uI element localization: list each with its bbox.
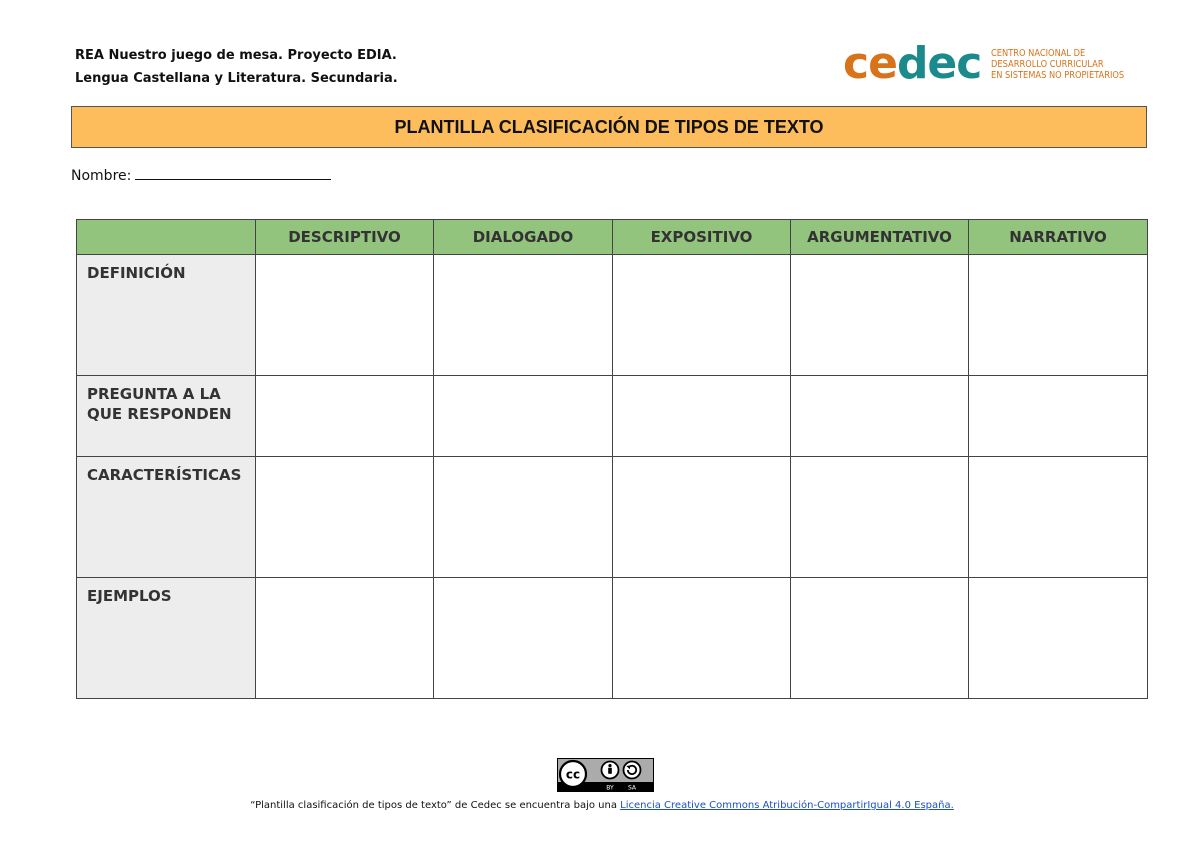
svg-text:cc: cc [565, 767, 581, 782]
row-label-definicion: DEFINICIÓN [77, 255, 256, 376]
table-cell[interactable] [613, 255, 791, 376]
table-cell[interactable] [434, 255, 613, 376]
column-header-narrativo: NARRATIVO [969, 220, 1148, 255]
table-cell[interactable] [969, 376, 1148, 457]
table-row [77, 376, 1148, 457]
logo-word-part2: dec [896, 38, 982, 89]
nombre-field [71, 165, 331, 184]
row-label-ejemplos: EJEMPLOS [77, 578, 256, 699]
table-cell[interactable] [256, 376, 434, 457]
table-cell[interactable] [613, 457, 791, 578]
table-header-row [77, 220, 1148, 255]
table-cell[interactable] [791, 578, 969, 699]
table-cell[interactable] [434, 457, 613, 578]
table-cell[interactable] [969, 255, 1148, 376]
column-header-argumentativo: ARGUMENTATIVO [791, 220, 969, 255]
nombre-label: Nombre: [71, 168, 132, 184]
table-cell[interactable] [613, 578, 791, 699]
table-cell[interactable] [791, 376, 969, 457]
table-row [77, 457, 1148, 578]
svg-text:SA: SA [627, 784, 637, 792]
table-cell[interactable] [791, 457, 969, 578]
table-row [77, 255, 1148, 376]
table-cell[interactable] [791, 255, 969, 376]
table-row [77, 578, 1148, 699]
share-alike-icon [624, 762, 641, 779]
license-link[interactable]: Licencia Creative Commons Atribución-CompartirIgual 4.0 España. [620, 800, 954, 811]
table-cell[interactable] [969, 578, 1148, 699]
logo-wordmark [843, 38, 982, 89]
row-label-caracteristicas: CARACTERÍSTICAS [77, 457, 256, 578]
page-title: PLANTILLA CLASIFICACIÓN DE TIPOS DE TEXTO [71, 106, 1147, 148]
table-cell[interactable] [256, 578, 434, 699]
header-project-line: REA Nuestro juego de mesa. Proyecto EDIA. [75, 48, 397, 63]
license-footer [0, 800, 1204, 811]
logo-subtitle [991, 48, 1136, 81]
column-header-dialogado: DIALOGADO [434, 220, 613, 255]
table-cell[interactable] [434, 578, 613, 699]
nombre-blank-line[interactable] [135, 165, 331, 180]
row-label-pregunta: PREGUNTA A LA QUE RESPONDEN [77, 376, 256, 457]
table-cell[interactable] [256, 457, 434, 578]
table-cell[interactable] [969, 457, 1148, 578]
svg-text:BY: BY [606, 784, 614, 792]
header-subject-line: Lengua Castellana y Literatura. Secundaria. [75, 71, 398, 86]
cedec-logo [843, 40, 1136, 88]
table-cell[interactable] [256, 255, 434, 376]
logo-subtitle-line1: CENTRO NACIONAL DE [991, 47, 1086, 59]
logo-subtitle-line3: EN SISTEMAS NO PROPIETARIOS [991, 69, 1125, 81]
classification-table [76, 219, 1148, 699]
column-header-expositivo: EXPOSITIVO [613, 220, 791, 255]
column-header-descriptivo: DESCRIPTIVO [256, 220, 434, 255]
table-corner-cell [77, 220, 256, 255]
logo-word-part1: ce [843, 38, 897, 89]
cc-by-sa-license-icon [557, 758, 654, 792]
table-cell[interactable] [434, 376, 613, 457]
table-cell[interactable] [613, 376, 791, 457]
logo-subtitle-line2: DESARROLLO CURRICULAR [991, 58, 1104, 70]
license-text: “Plantilla clasificación de tipos de texto” de Cedec se encuentra bajo una [250, 800, 621, 811]
